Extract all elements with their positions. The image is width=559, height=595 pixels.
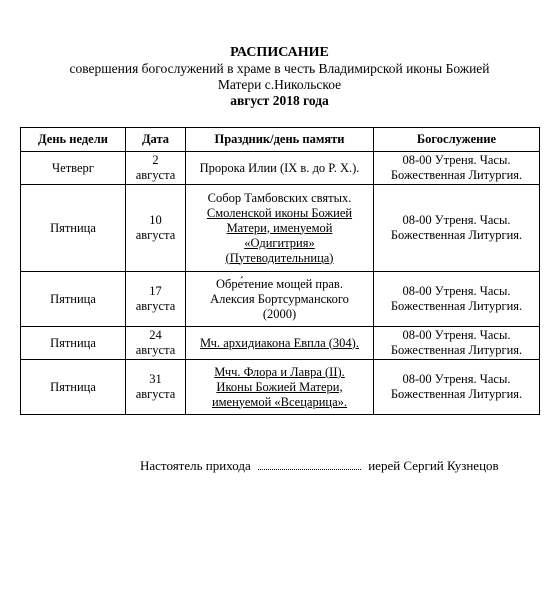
service-line-1: 08-00 Утреня. Часы. bbox=[402, 372, 511, 386]
signature-line bbox=[258, 459, 361, 470]
table-row bbox=[21, 185, 540, 272]
column-header-day: День недели bbox=[21, 128, 126, 152]
service-line-2: Божественная Литургия. bbox=[390, 228, 523, 242]
document-header bbox=[0, 45, 559, 109]
date-cell bbox=[126, 185, 186, 272]
service-cell bbox=[374, 360, 540, 415]
service-line-2: Божественная Литургия. bbox=[390, 168, 523, 182]
feast-line: Пророка Илии (IX в. до Р. Х.). bbox=[199, 160, 360, 175]
day-cell: Пятница bbox=[21, 272, 126, 327]
feast-line: Обре́тение мощей прав. bbox=[216, 276, 343, 291]
feast-line: Мчч. Флора и Лавра (II). bbox=[214, 364, 345, 379]
day-cell: Пятница bbox=[21, 360, 126, 415]
day-cell: Пятница bbox=[21, 185, 126, 272]
column-header-feast: Праздник/день памяти bbox=[186, 128, 374, 152]
date-month: августа bbox=[135, 387, 176, 401]
service-line-1: 08-00 Утреня. Часы. bbox=[402, 284, 511, 298]
service-cell bbox=[374, 272, 540, 327]
feast-cell bbox=[186, 360, 374, 415]
month-label: август 2018 года bbox=[230, 93, 329, 108]
table-header-row bbox=[21, 128, 540, 152]
date-cell bbox=[126, 152, 186, 185]
date-cell bbox=[126, 327, 186, 360]
date-month: августа bbox=[135, 343, 176, 357]
date-month: августа bbox=[135, 228, 176, 242]
service-line-1: 08-00 Утреня. Часы. bbox=[402, 328, 511, 342]
feast-line: именуемой «Всецарица». bbox=[211, 394, 348, 409]
signature-block bbox=[140, 458, 499, 474]
subtitle-line-1: совершения богослужений в храме в честь Владимирской иконы Божией bbox=[69, 61, 490, 76]
feast-cell bbox=[186, 152, 374, 185]
rector-title: Настоятель прихода bbox=[140, 458, 251, 473]
feast-line: Смоленской иконы Божией bbox=[206, 205, 353, 220]
date-number: 2 bbox=[152, 153, 159, 167]
feast-line: (Путеводительница) bbox=[225, 250, 334, 265]
rector-name: иерей Сергий Кузнецов bbox=[368, 458, 499, 473]
feast-line: «Одигитрия» bbox=[244, 235, 315, 250]
service-cell bbox=[374, 185, 540, 272]
table-row bbox=[21, 360, 540, 415]
service-line-1: 08-00 Утреня. Часы. bbox=[402, 153, 511, 167]
table-row bbox=[21, 272, 540, 327]
document-title: РАСПИСАНИЕ bbox=[230, 45, 329, 60]
feast-line: Алексия Бортсурманского bbox=[210, 291, 349, 306]
feast-line: (2000) bbox=[262, 306, 297, 321]
service-line-2: Божественная Литургия. bbox=[390, 387, 523, 401]
feast-cell bbox=[186, 327, 374, 360]
feast-line: Иконы Божией Матери, bbox=[216, 379, 343, 394]
day-cell: Пятница bbox=[21, 327, 126, 360]
schedule-table bbox=[20, 127, 540, 415]
date-number: 17 bbox=[149, 284, 162, 298]
date-month: августа bbox=[135, 168, 176, 182]
service-line-2: Божественная Литургия. bbox=[390, 343, 523, 357]
date-cell bbox=[126, 272, 186, 327]
feast-cell bbox=[186, 185, 374, 272]
service-line-2: Божественная Литургия. bbox=[390, 299, 523, 313]
feast-line: Матери, именуемой bbox=[226, 220, 333, 235]
service-cell bbox=[374, 152, 540, 185]
feast-line: Мч. архидиакона Евпла (304). bbox=[200, 335, 359, 350]
service-line-1: 08-00 Утреня. Часы. bbox=[402, 213, 511, 227]
feast-cell bbox=[186, 272, 374, 327]
table-row bbox=[21, 327, 540, 360]
day-cell: Четверг bbox=[21, 152, 126, 185]
feast-line: Собор Тамбовских святых. bbox=[207, 190, 352, 205]
date-month: августа bbox=[135, 299, 176, 313]
service-cell bbox=[374, 327, 540, 360]
column-header-date: Дата bbox=[126, 128, 186, 152]
date-cell bbox=[126, 360, 186, 415]
date-number: 10 bbox=[149, 213, 162, 227]
table-row bbox=[21, 152, 540, 185]
date-number: 31 bbox=[149, 372, 162, 386]
subtitle-line-2: Матери с.Никольское bbox=[217, 77, 342, 92]
column-header-service: Богослужение bbox=[374, 128, 540, 152]
date-number: 24 bbox=[149, 328, 162, 342]
